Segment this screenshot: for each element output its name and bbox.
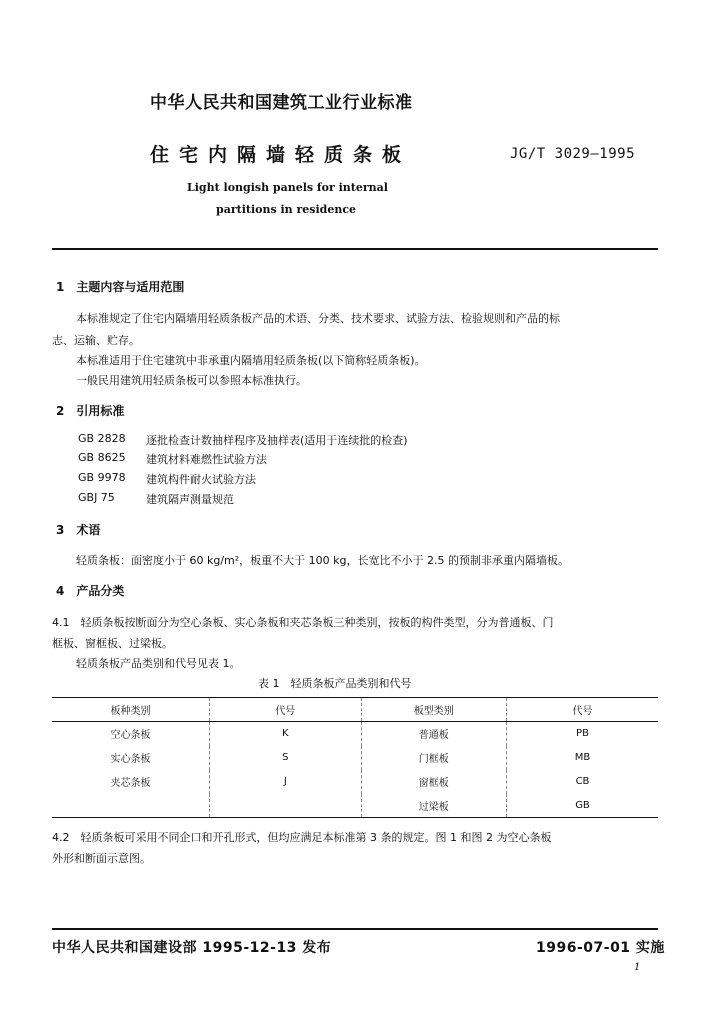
document-code: JG/T 3029—1995 — [510, 146, 636, 162]
ref-code: GBJ 75 — [78, 491, 115, 504]
org-title: 中华人民共和国建筑工业行业标准 — [150, 93, 413, 113]
table-cell: 夹芯条板 — [110, 778, 151, 789]
section-1-para-1b: 志、运输、贮存。 — [52, 334, 140, 347]
english-title-line1: Light longish panels for internal — [187, 181, 388, 194]
section-4-1-para-b: 框板、窗框板、过梁板。 — [52, 637, 173, 650]
table-cell: 门框板 — [361, 746, 506, 770]
table-cell — [210, 794, 362, 818]
section-4-heading: 4 产品分类 — [56, 584, 125, 598]
english-title-line2: partitions in residence — [216, 203, 357, 216]
table-header-cell: 板种类别 — [52, 698, 210, 722]
table-row — [52, 770, 658, 794]
table-header-cell: 代号 — [506, 698, 658, 722]
effective-date: 1996-07-01 实施 — [536, 940, 665, 956]
table-cell: S — [210, 746, 362, 770]
table-cell: 空心条板 — [110, 730, 151, 742]
document-title: 住宅内隔墙轻质条板 — [150, 144, 412, 166]
table-cell: CB — [506, 770, 658, 794]
table-cell — [52, 794, 210, 818]
issue-info: 中华人民共和国建设部 1995-12-13 发布 — [52, 940, 332, 956]
section-1-heading: 1 主题内容与适用范围 — [56, 280, 185, 294]
footer-rule — [52, 928, 658, 930]
ref-code: GB 8625 — [78, 451, 126, 464]
table-cell: 窗框板 — [361, 770, 506, 794]
table-cell: J — [210, 770, 362, 794]
table-row — [52, 722, 658, 746]
table-cell: PB — [506, 722, 658, 746]
section-3-heading: 3 术语 — [56, 523, 101, 537]
product-category-table — [52, 697, 658, 818]
section-2-heading: 2 引用标准 — [56, 404, 125, 418]
table-cell: GB — [506, 794, 658, 818]
ref-title: 建筑构件耐火试验方法 — [146, 473, 256, 486]
section-4-2-para-a: 4.2 轻质条板可采用不同企口和开孔形式，但均应满足本标准第 3 条的规定。图 1 和图 2 为空心条板 — [52, 831, 552, 844]
ref-title: 建筑材料难燃性试验方法 — [146, 453, 267, 466]
table-header-cell: 代号 — [210, 698, 362, 722]
table-header-row — [52, 698, 658, 722]
table-cell: 普通板 — [361, 722, 506, 746]
section-3-definition: 轻质条板：面密度小于 60 kg/m²，板重不大于 100 kg，长宽比不小于 2.5 的预制非承重内隔墙板。 — [76, 554, 569, 567]
section-1-para-3: 一般民用建筑用轻质条板可以参照本标准执行。 — [76, 374, 307, 387]
header-rule — [52, 248, 658, 250]
section-1-para-1a: 本标准规定了住宅内隔墙用轻质条板产品的术语、分类、技术要求、试验方法、检验规则和产品的标 — [76, 312, 560, 325]
table-cell: 实心条板 — [110, 754, 151, 765]
ref-code: GB 2828 — [78, 432, 126, 445]
section-4-1-para-a: 4.1 轻质条板按断面分为空心条板、实心条板和夹芯条板三种类别，按板的构件类型，分为普通板、门 — [52, 616, 554, 629]
ref-title: 建筑隔声测量规范 — [146, 493, 234, 506]
section-4-2-para-b: 外形和断面示意图。 — [52, 852, 151, 865]
section-4-1-para-c: 轻质条板产品类别和代号见表 1。 — [76, 657, 241, 670]
ref-code: GB 9978 — [78, 471, 126, 484]
table-header-cell: 板型类别 — [361, 698, 506, 722]
table-row — [52, 746, 658, 770]
table-cell: K — [210, 722, 362, 746]
table-cell: MB — [506, 746, 658, 770]
page-number: 1 — [634, 962, 641, 973]
table-caption: 表 1 轻质条板产品类别和代号 — [258, 677, 412, 690]
table-row — [52, 794, 658, 818]
ref-title: 逐批检查计数抽样程序及抽样表(适用于连续批的检查) — [146, 434, 408, 447]
section-1-para-2: 本标准适用于住宅建筑中非承重内隔墙用轻质条板(以下简称轻质条板)。 — [76, 354, 426, 367]
table-cell: 过梁板 — [361, 794, 506, 818]
